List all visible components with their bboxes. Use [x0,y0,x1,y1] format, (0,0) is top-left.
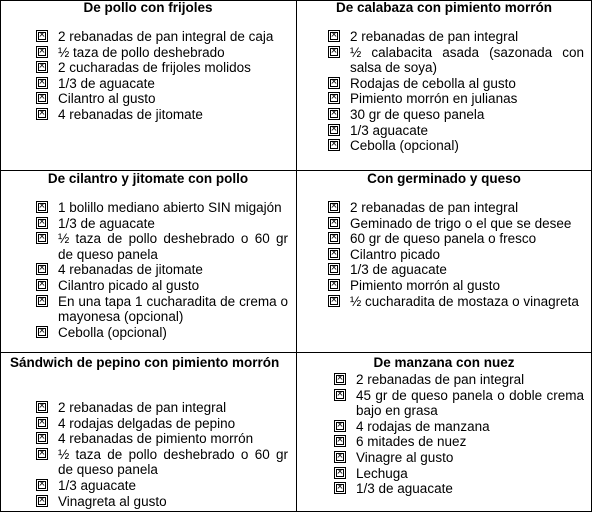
list-item: × Cebolla (opcional) [36,325,288,341]
list-item: × 6 mitades de nuez [334,434,584,450]
checkbox-icon [328,77,340,89]
list-item: × Cilantro picado al gusto [36,278,288,294]
recipe-title: Sándwich de pepino con pimiento morrón [10,355,280,370]
checkbox-icon [334,389,346,401]
checkbox-icon [328,46,340,58]
list-item: × Cebolla (opcional) [328,138,584,154]
list-item: × ½ taza de pollo deshebrado o 60 gr de queso panela [36,447,288,478]
recipe-title: De cilantro y jitomate con pollo [47,171,249,186]
list-item: × 1/3 de aguacate [334,481,584,497]
column-divider [296,0,297,512]
list-item: × ½ taza de pollo deshebrado o 60 gr de queso panela [36,231,288,262]
checkbox-icon [334,373,346,385]
list-item: × 4 rebanadas de jitomate [36,107,288,123]
checkbox-icon [334,420,346,432]
list-item: × 2 rebanadas de pan integral [328,200,584,216]
list-item: × 1/3 de aguacate [36,216,288,232]
checkbox-icon [36,295,48,307]
list-item: × ½ cucharadita de mostaza o vinagreta [328,294,584,310]
checkbox-icon [36,263,48,275]
checkbox-icon [328,124,340,136]
checkbox-icon [36,401,48,413]
checkbox-icon [328,217,340,229]
list-item: × 60 gr de queso panela o fresco [328,231,584,247]
checkbox-icon [328,263,340,275]
row-divider-2 [0,352,592,353]
checkbox-icon [334,435,346,447]
checkbox-icon [36,61,48,73]
checkbox-icon [328,30,340,42]
checkbox-icon [334,467,346,479]
checkbox-icon [36,279,48,291]
checkbox-icon [328,201,340,213]
checkbox-icon [36,30,48,42]
ingredient-list [334,372,584,497]
checkbox-icon [334,482,346,494]
recipe-title: De calabaza con pimiento morrón [335,0,553,15]
list-item: × 1/3 de aguacate [36,76,288,92]
list-item: × ½ taza de pollo deshebrado [36,45,288,61]
ingredient-list [36,400,288,509]
list-item: × ½ calabacita asada (sazonada con salsa de soya) [328,45,584,76]
list-item: × 4 rebanadas de jitomate [36,262,288,278]
checkbox-icon [36,432,48,444]
list-item: × Lechuga [334,466,584,482]
checkbox-icon [328,139,340,151]
list-item: × 4 rodajas de manzana [334,419,584,435]
list-item: × 2 rebanadas de pan integral [334,372,584,388]
checkbox-icon [328,248,340,260]
list-item: × Pimiento morrón en julianas [328,91,584,107]
checkbox-icon [328,232,340,244]
list-item: × 4 rodajas delgadas de pepino [36,416,288,432]
list-item: × 30 gr de queso panela [328,107,584,123]
checkbox-icon [36,77,48,89]
checkbox-icon [36,92,48,104]
recipe-title: De pollo con frijoles [83,0,213,15]
list-item: × 45 gr de queso panela o doble crema bajo en grasa [334,388,584,419]
checkbox-icon [328,295,340,307]
list-item: × 4 rebanadas de pimiento morrón [36,431,288,447]
list-item: × 1/3 aguacate [328,123,584,139]
list-item: × Vinagreta al gusto [36,494,288,510]
list-item: × 2 cucharadas de frijoles molidos [36,60,288,76]
list-item: × 2 rebanadas de pan integral de caja [36,29,288,45]
ingredient-list [328,200,584,309]
checkbox-icon [334,451,346,463]
list-item: × Pimiento morrón al gusto [328,278,584,294]
recipe-title: Con germinado y queso [367,171,521,186]
list-item: × 1/3 aguacate [36,478,288,494]
checkbox-icon [36,201,48,213]
list-item: × Vinagre al gusto [334,450,584,466]
checkbox-icon [36,232,48,244]
list-item: × En una tapa 1 cucharadita de crema o mayonesa (opcional) [36,294,288,325]
checkbox-icon [36,46,48,58]
list-item: × 2 rebanadas de pan integral [36,400,288,416]
checkbox-icon [36,108,48,120]
ingredient-list [36,29,288,123]
checkbox-icon [36,326,48,338]
list-item: × 1/3 de aguacate [328,262,584,278]
checkbox-icon [36,448,48,460]
checkbox-icon [36,479,48,491]
list-item: × Geminado de trigo o el que se desee [328,216,584,232]
list-item: × 2 rebanadas de pan integral [328,29,584,45]
checkbox-icon [328,279,340,291]
ingredient-list [328,29,584,154]
checkbox-icon [328,92,340,104]
recipe-title: De manzana con nuez [373,355,515,370]
list-item: × 1 bolillo mediano abierto SIN migajón [36,200,288,216]
list-item: × Cilantro picado [328,247,584,263]
ingredient-list [36,200,288,340]
checkbox-icon [36,495,48,507]
list-item: × Rodajas de cebolla al gusto [328,76,584,92]
list-item: × Cilantro al gusto [36,91,288,107]
checkbox-icon [36,217,48,229]
checkbox-icon [328,108,340,120]
checkbox-icon [36,417,48,429]
